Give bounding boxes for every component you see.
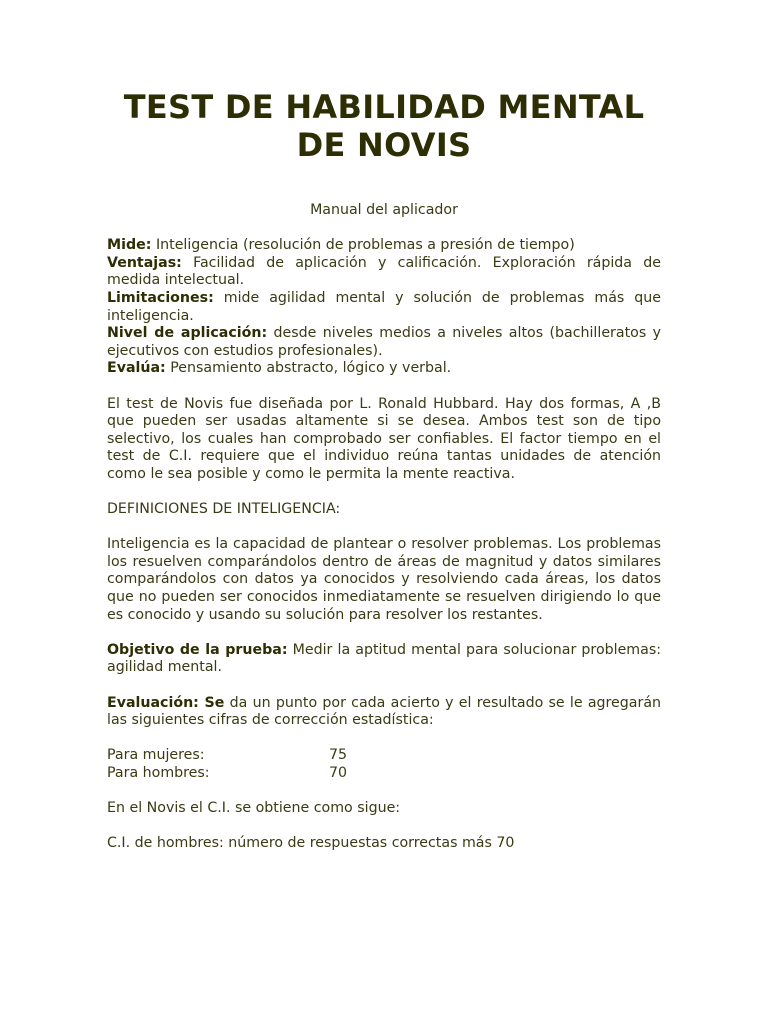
info-text: Inteligencia (resolución de problemas a presión de tiempo) bbox=[155, 237, 575, 254]
correction-row bbox=[107, 747, 661, 765]
info-text: mide agilidad mental y solución de problemas más que inteligencia. bbox=[107, 289, 661, 324]
info-text: desde niveles medios a niveles altos (bachilleratos y ejecutivos con estudios profesionales). bbox=[107, 325, 661, 359]
info-label: Nivel de aplicación: bbox=[107, 325, 268, 342]
document-subtitle: Manual del aplicador bbox=[310, 202, 458, 218]
ci-intro: En el Novis el C.I. se obtiene como sigue: bbox=[107, 800, 401, 817]
objective-paragraph bbox=[107, 642, 661, 677]
ci-men: C.I. de hombres: número de respuestas correctas más 70 bbox=[107, 835, 515, 852]
info-label: Ventajas: bbox=[107, 254, 182, 271]
info-label: Limitaciones: bbox=[107, 289, 214, 306]
info-block bbox=[107, 237, 661, 378]
info-item-ventajas bbox=[107, 255, 661, 290]
correction-value: 75 bbox=[329, 747, 348, 764]
definitions-paragraph: Inteligencia es la capacidad de plantear o resolver problemas. Los problemas los resuelven comparándolos dentro de áreas de magnitud y datos similares comparándolos con datos ya conocidos y resolviendo cada áreas, los datos que no pueden ser conocidos inmediatamente se resuelven dirigiendo lo que es conocido y usando su solución para resolver los restantes. bbox=[107, 536, 661, 623]
info-text: Pensamiento abstracto, lógico y verbal. bbox=[170, 360, 452, 377]
info-item-limitaciones bbox=[107, 290, 661, 325]
definitions-heading: DEFINICIONES DE INTELIGENCIA: bbox=[107, 501, 341, 518]
document-page bbox=[107, 0, 661, 1024]
intro-paragraph: El test de Novis fue diseñada por L. Ronald Hubbard. Hay dos formas, A ,B que pueden ser usadas altamente si se desea. Ambos test son de tipo selectivo, los cuales han comprobado ser confiables. El factor tiempo en el test de C.I. requiere que el individuo reúna tantas unidades de atención como le sea posible y como le permita la mente reactiva. bbox=[107, 395, 661, 482]
correction-label: Para hombres: bbox=[107, 765, 210, 781]
info-label: Evalúa: bbox=[107, 360, 166, 377]
info-item-evalua bbox=[107, 360, 661, 378]
evaluation-text: da un punto por cada acierto y el resultado se le agregarán las siguientes cifras de corrección estadística: bbox=[107, 694, 662, 729]
objective-label: Objetivo de la prueba: bbox=[107, 641, 288, 658]
document-title bbox=[97, 88, 671, 164]
evaluation-label: Evaluación: Se bbox=[107, 694, 225, 711]
info-item-mide bbox=[107, 237, 661, 255]
info-item-nivel bbox=[107, 325, 661, 360]
title-line-1: TEST DE HABILIDAD MENTAL bbox=[123, 88, 645, 126]
evaluation-paragraph bbox=[107, 695, 661, 730]
correction-label: Para mujeres: bbox=[107, 747, 205, 764]
correction-value: 70 bbox=[329, 765, 348, 781]
corrections-table bbox=[107, 747, 661, 782]
info-text: Facilidad de aplicación y calificación. Exploración rápida de medida intelectual. bbox=[107, 254, 661, 289]
title-line-2: DE NOVIS bbox=[296, 126, 472, 164]
objective-text: Medir la aptitud mental para solucionar problemas: agilidad mental. bbox=[107, 641, 661, 676]
info-label: Mide: bbox=[107, 237, 152, 254]
correction-row bbox=[107, 765, 661, 783]
document-body bbox=[107, 202, 661, 853]
